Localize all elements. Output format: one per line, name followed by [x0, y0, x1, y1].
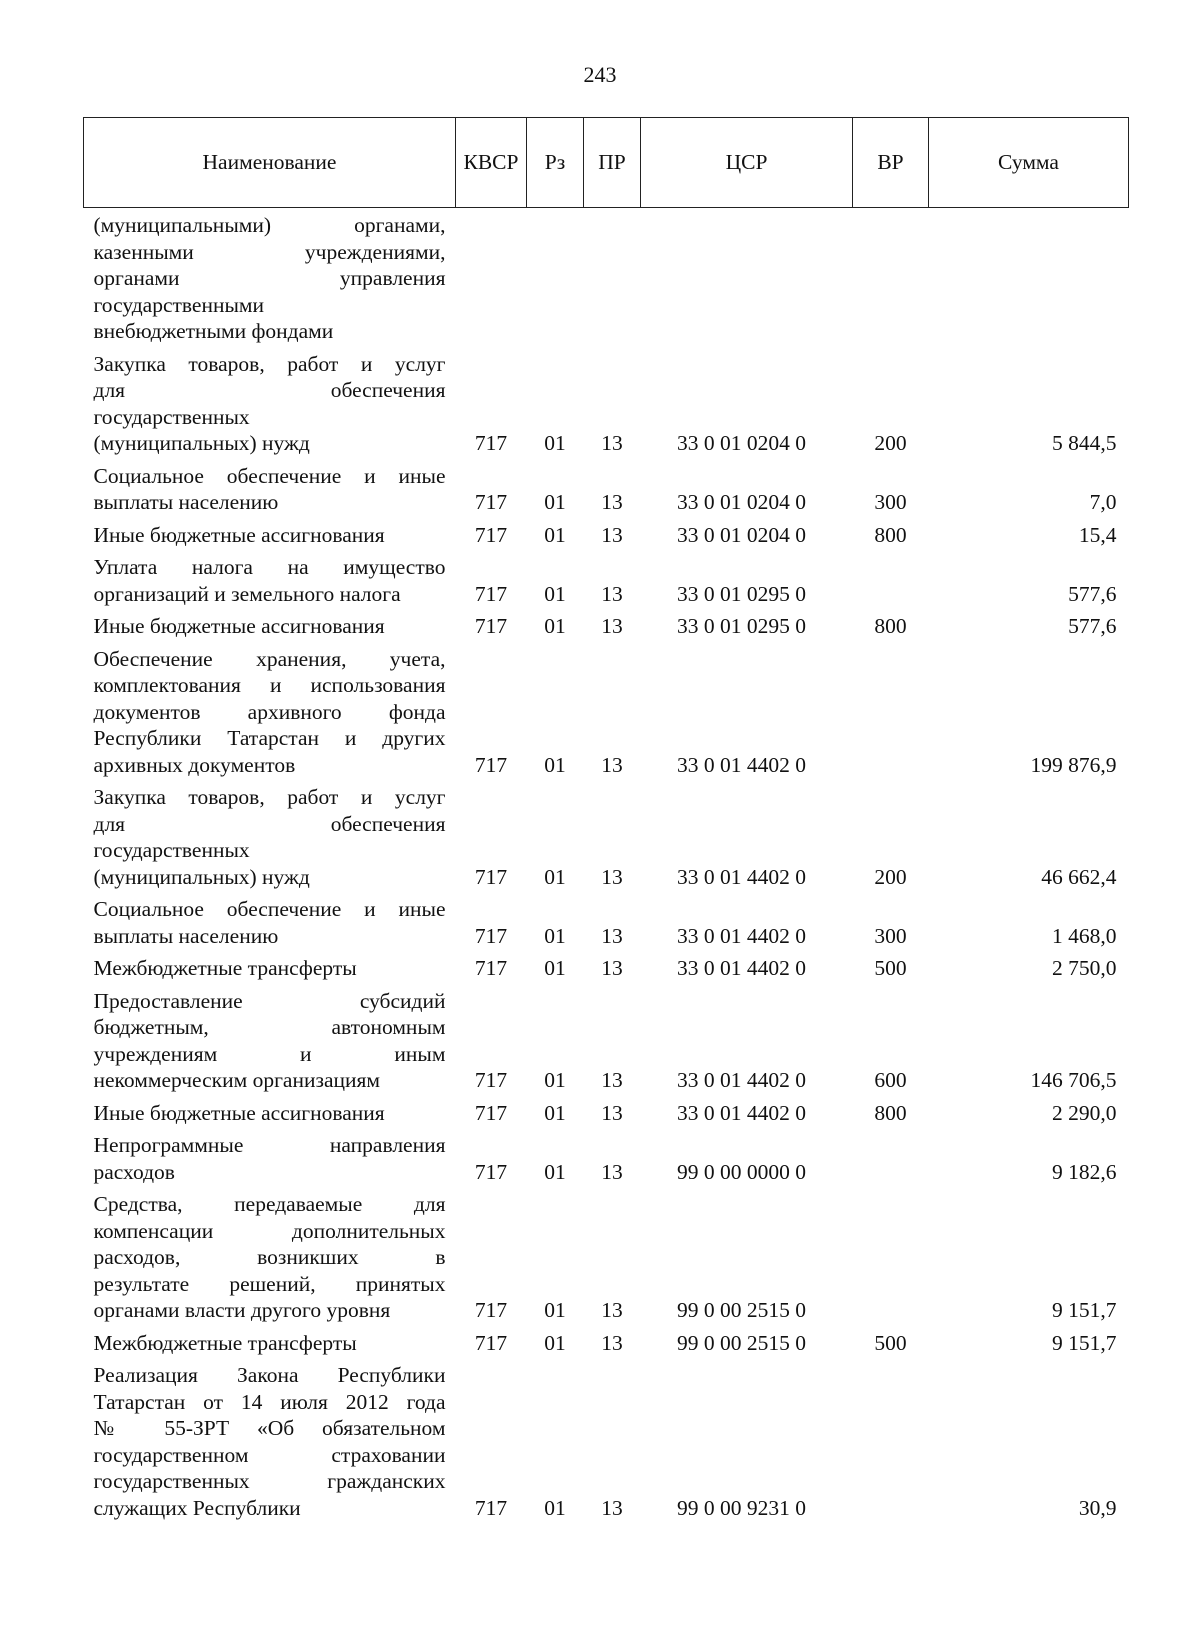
- cell-vr: 300: [874, 490, 907, 514]
- table-row: [84, 609, 1129, 642]
- header-pr: ПР: [584, 118, 641, 208]
- cell-name-line: Уплата налога на имущество: [93, 555, 446, 579]
- cell-kvsr: 717: [474, 1100, 508, 1125]
- cell-name-line: государственными: [93, 292, 265, 317]
- cell-vr: 200: [874, 431, 907, 455]
- cell-kvsr: 717: [474, 1159, 508, 1184]
- cell-pr: 13: [601, 1068, 623, 1092]
- cell-name: [84, 892, 456, 951]
- cell-name: [84, 1326, 456, 1359]
- cell-name-line: (муниципальных) нужд: [93, 864, 310, 889]
- cell-vr: 800: [874, 1100, 907, 1125]
- cell-pr: 13: [601, 490, 623, 514]
- cell-name-line: расходов, возникших в: [93, 1245, 446, 1269]
- cell-sum: 9 151,7: [1052, 1298, 1117, 1322]
- cell-vr: [853, 550, 929, 609]
- cell-pr: [584, 208, 641, 347]
- table-row: [84, 984, 1129, 1096]
- cell-csr: [641, 208, 853, 347]
- cell-sum: 199 876,9: [1030, 752, 1117, 777]
- cell-kvsr: 717: [474, 752, 508, 777]
- cell-name-line: Непрограммные направления: [93, 1133, 446, 1157]
- cell-name-line: органами власти другого уровня: [93, 1298, 391, 1322]
- cell-pr: 13: [601, 431, 623, 455]
- cell-csr: 33 0 01 4402 0: [677, 1100, 806, 1125]
- table-row: [84, 951, 1129, 984]
- page-number: 243: [583, 62, 617, 87]
- cell-name-line: Социальное обеспечение и иные: [93, 897, 446, 921]
- cell-pr: 13: [601, 1495, 623, 1520]
- cell-vr: [853, 1187, 929, 1326]
- cell-rz: 01: [544, 1330, 566, 1355]
- cell-name: [84, 208, 456, 347]
- cell-kvsr: 717: [474, 522, 508, 547]
- cell-rz: 01: [544, 956, 566, 980]
- table-row: [84, 347, 1129, 459]
- cell-name-line: Закупка товаров, работ и услуг: [93, 785, 446, 809]
- cell-pr: 13: [601, 1330, 623, 1355]
- table-row: [84, 780, 1129, 892]
- cell-name: [84, 1128, 456, 1187]
- cell-vr: [853, 642, 929, 781]
- cell-csr: 33 0 01 4402 0: [677, 923, 806, 948]
- cell-csr: 33 0 01 0204 0: [677, 522, 806, 547]
- table-row: [84, 1096, 1129, 1129]
- cell-vr: [853, 208, 929, 347]
- cell-sum: 15,4: [1078, 522, 1117, 547]
- table-row: [84, 1187, 1129, 1326]
- cell-rz: 01: [544, 614, 566, 638]
- cell-sum: 30,9: [1078, 1495, 1117, 1520]
- cell-sum: 577,6: [1068, 581, 1117, 606]
- cell-name-line: Предоставление субсидий: [93, 988, 446, 1013]
- cell-sum: 9 182,6: [1052, 1159, 1117, 1184]
- cell-vr: [853, 1358, 929, 1523]
- cell-name: [84, 1096, 456, 1129]
- cell-sum: 1 468,0: [1052, 923, 1117, 948]
- cell-name-line: государственных гражданских: [93, 1469, 446, 1493]
- cell-pr: 13: [601, 956, 623, 980]
- cell-name: [84, 1187, 456, 1326]
- cell-rz: 01: [544, 864, 566, 889]
- cell-name-line: государственном страховании: [93, 1442, 446, 1467]
- cell-rz: 01: [544, 1298, 566, 1322]
- cell-name-line: результате решений, принятых: [93, 1271, 446, 1296]
- cell-kvsr: 717: [474, 614, 508, 638]
- header-kvsr: КВСР: [456, 118, 527, 208]
- cell-vr: [853, 1128, 929, 1187]
- cell-name-line: служащих Республики: [93, 1495, 301, 1520]
- table-row: [84, 1358, 1129, 1523]
- cell-kvsr: 717: [474, 431, 508, 455]
- header-rz: Рз: [527, 118, 584, 208]
- cell-name-line: выплаты населению: [93, 923, 279, 948]
- table-header: [84, 118, 1129, 208]
- cell-rz: 01: [544, 490, 566, 514]
- cell-pr: 13: [601, 752, 623, 777]
- cell-name: [84, 459, 456, 518]
- cell-name-line: органами управления: [93, 266, 446, 290]
- header-name: Наименование: [84, 118, 456, 208]
- header-csr: ЦСР: [641, 118, 853, 208]
- table-row: [84, 892, 1129, 951]
- cell-name: [84, 1358, 456, 1523]
- cell-rz: [527, 208, 584, 347]
- cell-name-line: Реализация Закона Республики: [93, 1363, 446, 1387]
- cell-rz: 01: [544, 1068, 566, 1092]
- cell-vr: 200: [874, 864, 907, 889]
- cell-pr: 13: [601, 522, 623, 547]
- cell-rz: 01: [544, 923, 566, 948]
- cell-csr: 99 0 00 2515 0: [677, 1298, 806, 1322]
- cell-name-line: Татарстан от 14 июля 2012 года: [93, 1389, 446, 1414]
- cell-pr: 13: [601, 1298, 623, 1322]
- cell-name-line: (муниципальных) нужд: [93, 431, 310, 455]
- cell-name-line: учреждениям и иным: [93, 1041, 446, 1066]
- cell-rz: 01: [544, 1100, 566, 1125]
- cell-csr: 33 0 01 0295 0: [677, 581, 806, 606]
- cell-name-line: Республики Татарстан и других: [93, 726, 446, 750]
- cell-name-line: бюджетным, автономным: [93, 1015, 446, 1039]
- cell-rz: 01: [544, 1159, 566, 1184]
- cell-csr: 33 0 01 4402 0: [677, 1068, 806, 1092]
- cell-pr: 13: [601, 864, 623, 889]
- cell-sum: 9 151,7: [1052, 1330, 1117, 1355]
- cell-name-line: Иные бюджетные ассигнования: [93, 614, 385, 638]
- cell-name-line: Социальное обеспечение и иные: [93, 463, 446, 488]
- cell-name-line: государственных: [93, 404, 250, 429]
- cell-kvsr: 717: [474, 956, 508, 980]
- cell-csr: 33 0 01 0204 0: [677, 490, 806, 514]
- cell-kvsr: 717: [474, 490, 508, 514]
- cell-name-line: расходов: [93, 1159, 175, 1184]
- cell-rz: 01: [544, 1495, 566, 1520]
- cell-kvsr: [456, 208, 527, 347]
- cell-name-line: Иные бюджетные ассигнования: [93, 1100, 385, 1125]
- cell-name: [84, 550, 456, 609]
- cell-kvsr: 717: [474, 1495, 508, 1520]
- cell-vr: 800: [874, 522, 907, 547]
- cell-name-line: Межбюджетные трансферты: [93, 1330, 357, 1355]
- header-sum: Сумма: [929, 118, 1129, 208]
- table-row: [84, 208, 1129, 347]
- cell-csr: 99 0 00 0000 0: [677, 1159, 806, 1184]
- cell-kvsr: 717: [474, 1298, 508, 1322]
- cell-vr: 500: [874, 956, 907, 980]
- cell-vr: 600: [874, 1068, 907, 1092]
- cell-kvsr: 717: [474, 581, 508, 606]
- cell-csr: 33 0 01 0295 0: [677, 614, 806, 638]
- cell-rz: 01: [544, 752, 566, 777]
- cell-name: [84, 642, 456, 781]
- cell-kvsr: 717: [474, 1330, 508, 1355]
- cell-name: [84, 780, 456, 892]
- table-row: [84, 1128, 1129, 1187]
- cell-pr: 13: [601, 923, 623, 948]
- cell-name-line: государственных: [93, 838, 250, 862]
- cell-kvsr: 717: [474, 923, 508, 948]
- cell-name-line: организаций и земельного налога: [93, 581, 401, 606]
- cell-name-line: документов архивного фонда: [93, 699, 446, 724]
- header-vr: ВР: [853, 118, 929, 208]
- budget-table: [83, 117, 1129, 1523]
- cell-name: [84, 609, 456, 642]
- cell-pr: 13: [601, 1159, 623, 1184]
- cell-name-line: (муниципальными) органами,: [93, 213, 446, 237]
- cell-sum: [929, 208, 1129, 347]
- cell-csr: 99 0 00 2515 0: [677, 1330, 806, 1355]
- cell-name-line: Обеспечение хранения, учета,: [93, 646, 446, 671]
- cell-name-line: комплектования и использования: [93, 673, 446, 697]
- cell-csr: 33 0 01 4402 0: [677, 864, 806, 889]
- cell-vr: 800: [874, 614, 907, 638]
- cell-name: [84, 951, 456, 984]
- cell-sum: 2 750,0: [1052, 956, 1117, 980]
- cell-sum: 7,0: [1089, 490, 1117, 514]
- cell-vr: 300: [874, 923, 907, 948]
- cell-pr: 13: [601, 581, 623, 606]
- cell-pr: 13: [601, 1100, 623, 1125]
- cell-name-line: архивных документов: [93, 752, 296, 777]
- cell-name-line: компенсации дополнительных: [93, 1218, 446, 1243]
- cell-name-line: выплаты населению: [93, 490, 279, 514]
- cell-name-line: для обеспечения: [93, 378, 446, 402]
- cell-rz: 01: [544, 431, 566, 455]
- table-body: [84, 208, 1129, 1524]
- table-row: [84, 1326, 1129, 1359]
- table-row: [84, 518, 1129, 551]
- cell-name-line: казенными учреждениями,: [93, 239, 446, 264]
- cell-kvsr: 717: [474, 1068, 508, 1092]
- cell-name-line: Иные бюджетные ассигнования: [93, 522, 385, 547]
- cell-name-line: Межбюджетные трансферты: [93, 956, 357, 980]
- cell-rz: 01: [544, 522, 566, 547]
- cell-name-line: Средства, передаваемые для: [93, 1192, 446, 1216]
- cell-name-line: внебюджетными фондами: [93, 319, 334, 343]
- cell-name: [84, 984, 456, 1096]
- cell-csr: 33 0 01 4402 0: [677, 752, 806, 777]
- cell-sum: 5 844,5: [1052, 431, 1117, 455]
- cell-csr: 99 0 00 9231 0: [677, 1495, 806, 1520]
- cell-name-line: для обеспечения: [93, 811, 446, 836]
- cell-sum: 146 706,5: [1030, 1068, 1117, 1092]
- cell-name-line: Закупка товаров, работ и услуг: [93, 351, 446, 376]
- cell-sum: 46 662,4: [1041, 864, 1117, 889]
- cell-name: [84, 347, 456, 459]
- table-row: [84, 550, 1129, 609]
- table-row: [84, 642, 1129, 781]
- table-row: [84, 459, 1129, 518]
- cell-rz: 01: [544, 581, 566, 606]
- cell-pr: 13: [601, 614, 623, 638]
- cell-vr: 500: [874, 1330, 907, 1355]
- cell-sum: 577,6: [1068, 614, 1117, 638]
- cell-csr: 33 0 01 0204 0: [677, 431, 806, 455]
- cell-csr: 33 0 01 4402 0: [677, 956, 806, 980]
- cell-kvsr: 717: [474, 864, 508, 889]
- cell-name: [84, 518, 456, 551]
- cell-name-line: № 55-ЗРТ «Об обязательном: [93, 1416, 446, 1440]
- cell-sum: 2 290,0: [1052, 1100, 1117, 1125]
- cell-name-line: некоммерческим организациям: [93, 1068, 380, 1092]
